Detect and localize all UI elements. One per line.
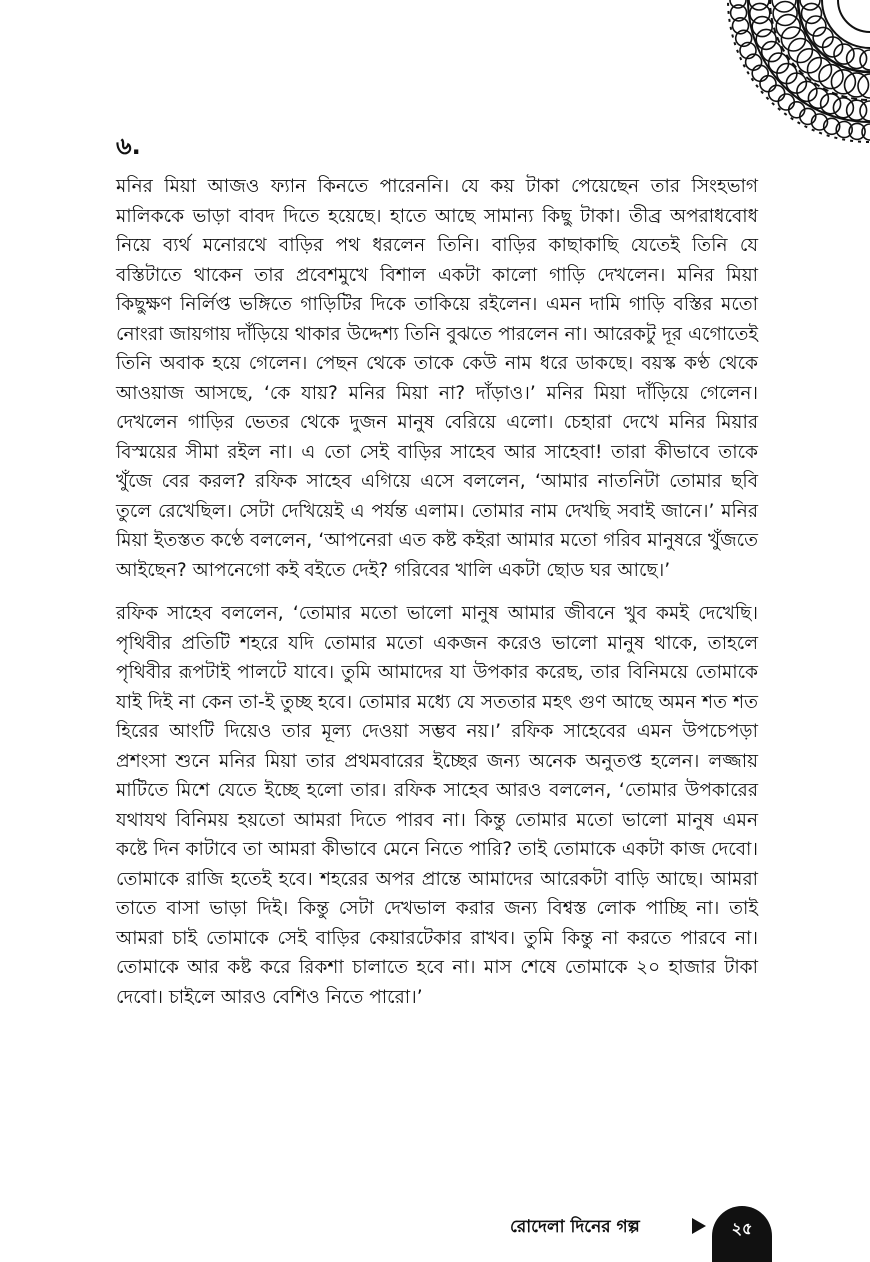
chapter-number: ৬. xyxy=(116,132,141,160)
page-number-badge xyxy=(712,1206,772,1262)
ornament-petal xyxy=(847,100,867,120)
ornament-petal xyxy=(831,70,855,94)
paragraph-2: রফিক সাহেব বললেন, ‘তোমার মতো ভালো মানুষ আমার জীবনে খুব কমই দেখেছি। পৃথিবীর প্রতিটি শহরে যদি তোমার মতো একজন করেও ভালো মানুষ থাকে, তাহলে পৃথিবীর রূপটাই পালটে যাবে। তুমি আমাদের যা উপকার করেছ, তার বিনিময়ে তোমাকে যাই দিই না কেন তা-ই তুচ্ছ হবে। তোমার মধ্যে যে সততার মহৎ গুণ আছে অমন শত শত হিরের আংটি দিয়েও তার মূল্য দেওয়া সম্ভব নয়।’ রফিক সাহেবের এমন উপচেপড়া প্রশংসা শুনে মনির মিয়া তার প্রথমবারের ইচ্ছের জন্য অনেক অনুতপ্ত হলেন। লজ্জায় মাটিতে মিশে যেতে ইচ্ছে হলো তার। রফিক সাহেব আরও বললেন, ‘তোমার উপকারের যথাযথ বিনিময় হয়তো আমরা দিতে পারব না। কিন্তু তোমার মতো ভালো মানুষ এমন কষ্টে দিন কাটাবে তা আমরা কীভাবে মেনে নিতে পারি? তাই তোমাকে একটা কাজ দেবো। তোমাকে রাজি হতেই হবে। শহরের অপর প্রান্তে আমাদের আরেকটা বাড়ি আছে। আমরা তাতে বাসা ভাড়া দিই। কিন্তু সেটা দেখভাল করার জন্য বিশ্বস্ত লোক পাচ্ছি না। তাই আমরা চাই তোমাকে সেই বাড়ির কেয়ারটেকার রাখব। তুমি কিন্তু না করতে পারবে না। তোমাকে আর কষ্ট করে রিকশা চালাতে হবে না। মাস শেষে তোমাকে ২০ হাজার টাকা দেবো। চাইলে আরও বেশিও নিতে পারো।’ xyxy=(116,603,758,1008)
page-footer xyxy=(500,1206,870,1262)
ornament-petal xyxy=(834,44,854,64)
ornament-petal xyxy=(762,42,782,62)
ornament-petal xyxy=(778,94,794,110)
ornament-petal xyxy=(806,16,826,36)
story-text xyxy=(116,172,758,1026)
book-title: রোদেলা দিনের গল্প xyxy=(510,1217,640,1237)
ornament-petal xyxy=(760,76,776,92)
page-number: ২৫ xyxy=(731,1219,753,1238)
ornament-petal xyxy=(769,85,785,101)
paragraph-1: মনির মিয়া আজও ফ্যান কিনতে পারেননি। যে কয় টাকা পেয়েছেন তার সিংহভাগ মালিককে ভাড়া বাবদ দিতে হয়েছে। হাতে আছে সামান্য কিছু টাকা। তীব্র অপরাধবোধ নিয়ে ব্যর্থ মনোরথে বাড়ির পথ ধরলেন তিনি। বাড়ির কাছাকাছি যেতেই তিনি যে বস্তিটাতে থাকেন তার প্রবেশমুখে বিশাল একটা কালো গাড়ি দেখলেন। মনির মিয়া কিছুক্ষণ নির্লিপ্ত ভঙ্গিতে গাড়িটির দিকে তাকিয়ে রইলেন। এমন দামি গাড়ি বস্তির মতো নোংরা জায়গায় দাঁড়িয়ে থাকার উদ্দেশ্য তিনি বুঝতে পারলেন না। আরেকটু দূর এগোতেই তিনি অবাক হয়ে গেলেন। পেছন থেকে তাকে কেউ নাম ধরে ডাকছে। বয়স্ক কণ্ঠ থেকে আওয়াজ আসছে, ‘কে যায়? মনির মিয়া না? দাঁড়াও।’ মনির মিয়া দাঁড়িয়ে গেলেন। দেখলেন গাড়ির ভেতর থেকে দুজন মানুষ বেরিয়ে এলো। চেহারা দেখে মনির মিয়ার বিস্ময়ের সীমা রইল না। এ তো সেই বাড়ির সাহেব আর সাহেবা! তারা কীভাবে তাকে খুঁজে বের করল? রফিক সাহেব এগিয়ে এসে বললেন, ‘আমার নাতনিটা তোমার ছবি তুলে রেখেছিল। সেটা দেখিয়েই এ পর্যন্ত এলাম। তোমার নাম দেখছি সবাই জানে।’ মনির মিয়া ইতস্তত কণ্ঠে বললেন, ‘আপনেরা এত কষ্ট কইরা আমার মতো গরিব মানুষরে খুঁজতে আইছেন? আপনেগো কই বইতে দেই? গরিবের খালি একটা ছোড ঘর আছে।’ xyxy=(116,176,758,581)
ornament-petal xyxy=(808,88,828,108)
ornament-petal xyxy=(821,94,841,114)
ornament-petal xyxy=(847,49,867,69)
mandala-ornament-icon xyxy=(708,0,870,150)
ornament-petal xyxy=(773,2,797,26)
ornament-petal xyxy=(756,29,776,49)
triangle-right-icon xyxy=(692,1218,706,1234)
ornament-petal xyxy=(797,49,821,73)
ornament-petal xyxy=(833,98,853,118)
ornament-petal xyxy=(752,17,772,37)
